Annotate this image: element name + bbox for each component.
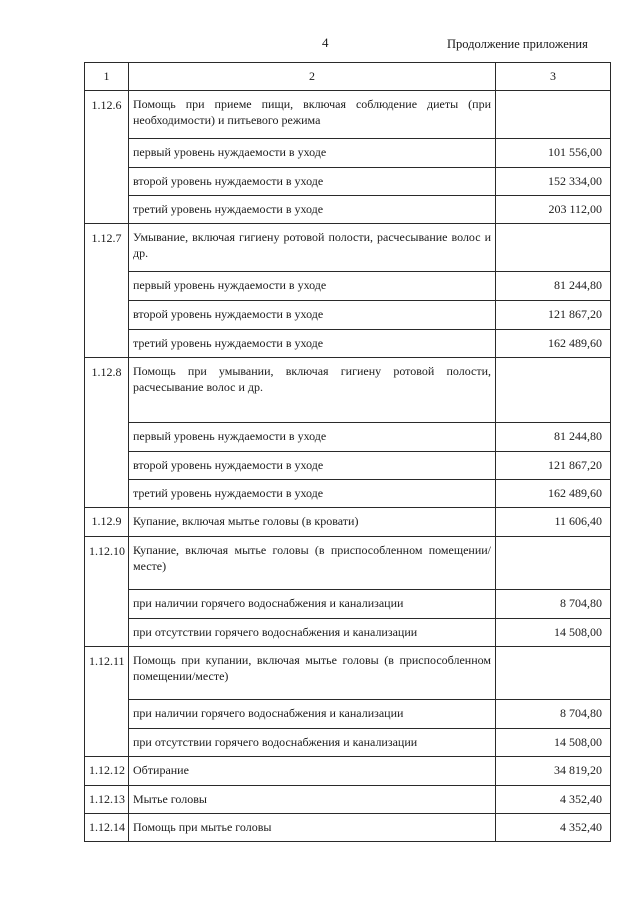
- service-code: 1.12.14: [85, 814, 129, 842]
- service-level-row: [85, 452, 611, 480]
- service-code: 1.12.9: [85, 508, 129, 537]
- level-label: второй уровень нуждаемости в уходе: [129, 301, 496, 330]
- service-price: 34 819,20: [496, 757, 611, 786]
- service-price-empty: [496, 91, 611, 139]
- level-price: 81 244,80: [496, 272, 611, 301]
- level-price: 8 704,80: [496, 700, 611, 729]
- service-level-row: [85, 330, 611, 358]
- service-level-row: [85, 729, 611, 757]
- service-code: 1.12.12: [85, 757, 129, 786]
- service-price: 4 352,40: [496, 814, 611, 842]
- service-price-empty: [496, 537, 611, 590]
- service-row: [85, 814, 611, 842]
- level-label: второй уровень нуждаемости в уходе: [129, 168, 496, 196]
- service-code: 1.12.13: [85, 786, 129, 814]
- service-code: 1.12.10: [85, 537, 129, 647]
- service-level-row: [85, 272, 611, 301]
- level-price: 152 334,00: [496, 168, 611, 196]
- service-group-row: [85, 91, 611, 139]
- level-price: 81 244,80: [496, 423, 611, 452]
- level-label: при наличии горячего водоснабжения и канализации: [129, 590, 496, 619]
- level-label: первый уровень нуждаемости в уходе: [129, 423, 496, 452]
- service-level-row: [85, 423, 611, 452]
- level-label: третий уровень нуждаемости в уходе: [129, 330, 496, 358]
- service-title: Помощь при умывании, включая гигиену ротовой полости, расчесывание волос и др.: [129, 358, 496, 423]
- level-label: третий уровень нуждаемости в уходе: [129, 480, 496, 508]
- service-price: 4 352,40: [496, 786, 611, 814]
- service-code: 1.12.11: [85, 647, 129, 757]
- column-header-row: [85, 63, 611, 91]
- level-label: при отсутствии горячего водоснабжения и канализации: [129, 619, 496, 647]
- service-title: Купание, включая мытье головы (в приспособленном помещении/месте): [129, 537, 496, 590]
- level-price: 14 508,00: [496, 619, 611, 647]
- service-level-row: [85, 480, 611, 508]
- level-price: 101 556,00: [496, 139, 611, 168]
- service-price-empty: [496, 224, 611, 272]
- service-title: Помощь при мытье головы: [129, 814, 496, 842]
- level-label: при отсутствии горячего водоснабжения и канализации: [129, 729, 496, 757]
- service-level-row: [85, 196, 611, 224]
- continuation-note: Продолжение приложения: [447, 37, 588, 51]
- level-label: третий уровень нуждаемости в уходе: [129, 196, 496, 224]
- service-group-row: [85, 647, 611, 700]
- column-header: 3: [496, 63, 611, 91]
- service-level-row: [85, 590, 611, 619]
- page-number: 4: [322, 35, 329, 50]
- service-title: Помощь при купании, включая мытье головы (в приспособленном помещении/месте): [129, 647, 496, 700]
- service-row: [85, 508, 611, 537]
- service-title: Мытье головы: [129, 786, 496, 814]
- level-label: при наличии горячего водоснабжения и канализации: [129, 700, 496, 729]
- column-header: 2: [129, 63, 496, 91]
- service-price-empty: [496, 358, 611, 423]
- level-price: 8 704,80: [496, 590, 611, 619]
- level-label: первый уровень нуждаемости в уходе: [129, 139, 496, 168]
- service-code: 1.12.8: [85, 358, 129, 508]
- service-price-empty: [496, 647, 611, 700]
- level-label: второй уровень нуждаемости в уходе: [129, 452, 496, 480]
- service-level-row: [85, 301, 611, 330]
- level-price: 121 867,20: [496, 301, 611, 330]
- service-level-row: [85, 139, 611, 168]
- services-price-table: [84, 62, 611, 842]
- level-price: 162 489,60: [496, 480, 611, 508]
- service-title: Купание, включая мытье головы (в кровати): [129, 508, 496, 537]
- service-level-row: [85, 700, 611, 729]
- service-level-row: [85, 168, 611, 196]
- column-header: 1: [85, 63, 129, 91]
- level-label: первый уровень нуждаемости в уходе: [129, 272, 496, 301]
- level-price: 14 508,00: [496, 729, 611, 757]
- level-price: 162 489,60: [496, 330, 611, 358]
- level-price: 121 867,20: [496, 452, 611, 480]
- service-row: [85, 757, 611, 786]
- service-title: Обтирание: [129, 757, 496, 786]
- service-title: Помощь при приеме пищи, включая соблюдение диеты (при необходимости) и питьевого режима: [129, 91, 496, 139]
- service-price: 11 606,40: [496, 508, 611, 537]
- service-row: [85, 786, 611, 814]
- level-price: 203 112,00: [496, 196, 611, 224]
- service-group-row: [85, 537, 611, 590]
- service-group-row: [85, 224, 611, 272]
- service-code: 1.12.7: [85, 224, 129, 358]
- service-title: Умывание, включая гигиену ротовой полости, расчесывание волос и др.: [129, 224, 496, 272]
- service-level-row: [85, 619, 611, 647]
- service-code: 1.12.6: [85, 91, 129, 224]
- service-group-row: [85, 358, 611, 423]
